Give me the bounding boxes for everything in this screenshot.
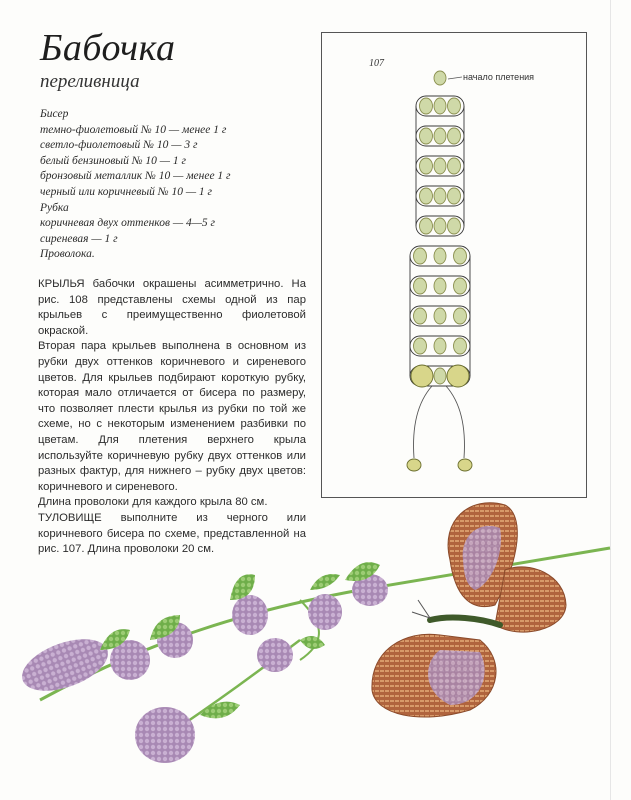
leaf xyxy=(200,702,240,719)
butterfly-antenna xyxy=(412,612,430,618)
paragraph-body: ТУЛОВИЩЕ выполните из черного или коричневого бисера по схеме, представленной на рис. 107. Длина проволоки 20 см. xyxy=(38,511,306,556)
paragraph-wire-length: Длина проволоки для каждого крыла 80 см. xyxy=(38,496,268,509)
materials-item: Бисер xyxy=(40,108,69,120)
materials-item: светло-фиолетовый № 10 — 3 г xyxy=(40,139,198,152)
lavender-cluster xyxy=(15,629,115,701)
materials-item: коричневая двух оттенков — 4—5 г xyxy=(40,217,216,230)
page-subtitle: переливница xyxy=(40,71,140,92)
lavender-cluster xyxy=(135,707,195,763)
paragraph-wings: КРЫЛЬЯ бабочки окрашены асимметрично. На рис. 108 представлены схемы одной из пар крыльев с преимущественно фиолетовой окраской. xyxy=(38,278,306,337)
page-title: Бабочка xyxy=(40,27,176,69)
butterfly-body xyxy=(430,618,500,625)
materials-item: черный или коричневый № 10 — 1 г xyxy=(40,185,213,198)
materials-item: Рубка xyxy=(40,201,69,214)
lavender-cluster xyxy=(257,638,293,672)
lavender-cluster xyxy=(232,595,268,635)
leaf xyxy=(310,574,340,590)
start-label: начало плетения xyxy=(463,72,535,82)
materials-item: сиреневая — 1 г xyxy=(40,232,118,245)
lavender-cluster xyxy=(308,594,342,630)
figure-number: 107 xyxy=(369,58,384,69)
paragraph-second-pair: Вторая пара крыльев выполнена в основном из рубки двух оттенков коричневого и сиреневого цветов. Для крыльев подбирают короткую рубку, которая мало отличается от бисера по размеру, что позволяет плести крылья из рубки по той же схеме, но с некоторым изменением разбивки по цветам. Для плетения верхнего крыла используйте коричневую рубку двух оттенков или разных фактур, для нижнего – рубку двух цветов: коричневого и сиреневого. xyxy=(38,340,306,493)
butterfly-right-wing xyxy=(495,567,566,632)
leaf xyxy=(300,636,325,649)
materials-item: бронзовый металлик № 10 — менее 1 г xyxy=(40,170,231,183)
materials-item: белый бензиновый № 10 — 1 г xyxy=(40,154,187,167)
butterfly xyxy=(372,503,566,717)
materials-item: темно-фиолетовый № 10 — менее 1 г xyxy=(40,123,227,136)
materials-item: Проволока. xyxy=(40,248,95,261)
butterfly-antenna xyxy=(418,600,430,618)
